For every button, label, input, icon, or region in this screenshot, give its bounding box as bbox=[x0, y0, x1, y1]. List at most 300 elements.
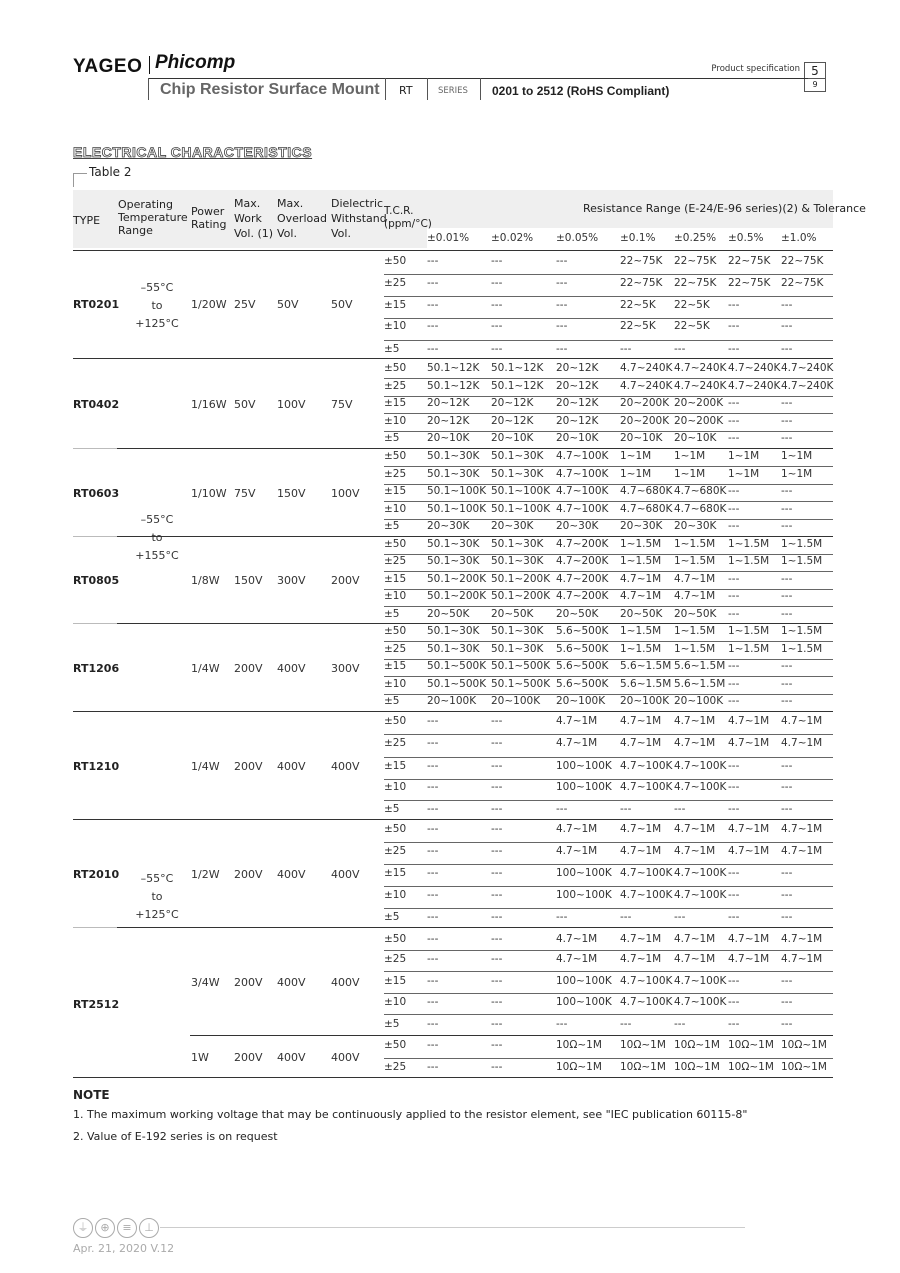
col-temp-line2: Temperature bbox=[118, 211, 188, 224]
resistance-range: 20~30K bbox=[427, 520, 470, 532]
header-divider-2 bbox=[385, 78, 386, 100]
resistance-range: 20~12K bbox=[556, 362, 599, 374]
resistance-range: 4.7~240K bbox=[728, 380, 781, 392]
resistance-range: 20~50K bbox=[674, 608, 717, 620]
resistance-range: --- bbox=[781, 432, 793, 444]
resistance-range: --- bbox=[728, 590, 740, 602]
table-bottom-rule bbox=[73, 1077, 833, 1078]
power-rating: 1/8W bbox=[191, 574, 220, 587]
row-rule bbox=[384, 779, 833, 780]
col-work bbox=[234, 196, 273, 241]
resistance-range: 1~1.5M bbox=[674, 625, 716, 637]
table-top-rule bbox=[73, 250, 833, 251]
resistance-range: 4.7~1M bbox=[556, 737, 598, 749]
tcr-value: ±10 bbox=[384, 678, 407, 690]
footer-date: Apr. 21, 2020 V.12 bbox=[73, 1242, 175, 1255]
resistance-range: 4.7~100K bbox=[674, 889, 727, 901]
resistance-range: 4.7~240K bbox=[674, 362, 727, 374]
tcr-value: ±50 bbox=[384, 255, 407, 267]
resistance-range: --- bbox=[491, 953, 503, 965]
col-power bbox=[191, 205, 226, 231]
resistance-range: 4.7~240K bbox=[781, 362, 834, 374]
resistance-range: 4.7~1M bbox=[674, 737, 716, 749]
resistance-range: 22~75K bbox=[620, 255, 663, 267]
resistance-range: 1~1M bbox=[620, 450, 652, 462]
col-power-line2: Rating bbox=[191, 218, 227, 231]
temp-range-large bbox=[127, 870, 187, 924]
resistance-range: 22~75K bbox=[674, 255, 717, 267]
resistance-range: --- bbox=[781, 573, 793, 585]
temp-range-line: –55°C bbox=[140, 872, 174, 885]
resistance-range: --- bbox=[781, 889, 793, 901]
resistance-range: 4.7~1M bbox=[674, 953, 716, 965]
temp-range-mid bbox=[127, 511, 187, 565]
dielectric-voltage: 400V bbox=[331, 760, 360, 773]
resistance-range: --- bbox=[781, 781, 793, 793]
resistance-range: 1~1.5M bbox=[781, 643, 823, 655]
row-rule bbox=[384, 274, 833, 275]
resistance-range: 1~1M bbox=[728, 450, 760, 462]
tcr-value: ±10 bbox=[384, 781, 407, 793]
resistance-range: 4.7~1M bbox=[781, 715, 823, 727]
resistance-range: 4.7~240K bbox=[674, 380, 727, 392]
resistance-range: --- bbox=[427, 1039, 439, 1051]
header-divider-4 bbox=[480, 78, 481, 100]
resistance-range: --- bbox=[781, 397, 793, 409]
resistance-range: --- bbox=[674, 1018, 686, 1030]
resistance-range: --- bbox=[781, 760, 793, 772]
resistance-range: 4.7~1M bbox=[781, 933, 823, 945]
resistance-range: --- bbox=[556, 911, 568, 923]
series-label: SERIES bbox=[438, 86, 468, 96]
resistance-range: 10Ω~1M bbox=[620, 1039, 666, 1051]
resistance-range: 20~10K bbox=[556, 432, 599, 444]
resistance-range: --- bbox=[781, 590, 793, 602]
resistance-range: --- bbox=[728, 781, 740, 793]
table-label: Table 2 bbox=[89, 165, 132, 179]
resistance-range: --- bbox=[620, 1018, 632, 1030]
resistance-range: 4.7~240K bbox=[781, 380, 834, 392]
tcr-value: ±5 bbox=[384, 1018, 400, 1030]
resistance-range: --- bbox=[556, 803, 568, 815]
yageo-logo: YAGEO bbox=[73, 56, 143, 77]
resistance-range: --- bbox=[781, 911, 793, 923]
series-code: RT bbox=[399, 84, 413, 97]
tcr-value: ±10 bbox=[384, 415, 407, 427]
col-dielectric-line2: Withstand bbox=[331, 212, 387, 225]
resistance-range: --- bbox=[491, 845, 503, 857]
overload-voltage: 300V bbox=[277, 574, 306, 587]
temp-range-line: –55°C bbox=[140, 513, 174, 526]
resistance-range: --- bbox=[620, 343, 632, 355]
resistance-range: 20~10K bbox=[491, 432, 534, 444]
type-rule bbox=[73, 927, 117, 928]
type-rule bbox=[73, 623, 117, 624]
resistance-range: 4.7~100K bbox=[674, 760, 727, 772]
col-tcr-line1: T.C.R. bbox=[384, 205, 414, 217]
resistance-range: 50.1~200K bbox=[491, 573, 551, 585]
resistance-range: 4.7~1M bbox=[781, 953, 823, 965]
resistance-range: 4.7~100K bbox=[556, 468, 609, 480]
work-voltage: 75V bbox=[234, 487, 256, 500]
group-rule bbox=[73, 358, 833, 359]
resistance-range: 1~1.5M bbox=[620, 643, 662, 655]
inductor-icon: ⊕ bbox=[95, 1218, 115, 1238]
resistance-range: --- bbox=[781, 678, 793, 690]
resistance-range: 20~200K bbox=[620, 415, 670, 427]
row-rule bbox=[384, 908, 833, 909]
resistance-range: 50.1~30K bbox=[491, 538, 544, 550]
resistance-range: 50.1~30K bbox=[427, 538, 480, 550]
resistance-range: 4.7~1M bbox=[556, 845, 598, 857]
type-label: RT2010 bbox=[73, 868, 120, 881]
resistance-range: 20~12K bbox=[427, 397, 470, 409]
tcr-value: ±25 bbox=[384, 643, 407, 655]
temp-range-line: to bbox=[151, 890, 163, 903]
resistance-range: 50.1~200K bbox=[491, 590, 551, 602]
resistance-range: --- bbox=[427, 299, 439, 311]
row-rule bbox=[384, 757, 833, 758]
resistance-range: 20~100K bbox=[427, 695, 477, 707]
row-rule bbox=[384, 993, 833, 994]
resistance-range: --- bbox=[491, 343, 503, 355]
resistance-range: --- bbox=[491, 299, 503, 311]
resistance-range: 22~5K bbox=[620, 320, 656, 332]
resistance-range: 22~75K bbox=[781, 255, 824, 267]
resistance-range: 50.1~30K bbox=[427, 468, 480, 480]
resistance-range: --- bbox=[427, 255, 439, 267]
resistance-range: 50.1~30K bbox=[427, 625, 480, 637]
resistance-range: 4.7~1M bbox=[620, 590, 662, 602]
row-rule bbox=[384, 734, 833, 735]
resistance-range: 50.1~500K bbox=[491, 660, 551, 672]
resistance-range: 50.1~100K bbox=[427, 503, 487, 515]
resistance-range: 20~200K bbox=[620, 397, 670, 409]
resistance-range: 4.7~1M bbox=[728, 737, 770, 749]
col-type: TYPE bbox=[73, 214, 101, 227]
resistance-range: --- bbox=[781, 299, 793, 311]
table-label-rule-v bbox=[73, 173, 74, 187]
resistance-range: 10Ω~1M bbox=[674, 1061, 720, 1073]
page-total: 9 bbox=[812, 80, 818, 89]
resistance-range: 20~50K bbox=[556, 608, 599, 620]
resistance-range: 22~75K bbox=[620, 277, 663, 289]
col-work-line3: Vol. (1) bbox=[234, 227, 274, 240]
resistance-range: 50.1~30K bbox=[491, 450, 544, 462]
resistance-range: --- bbox=[491, 933, 503, 945]
resistance-range: --- bbox=[427, 975, 439, 987]
resistance-range: 50.1~500K bbox=[427, 660, 487, 672]
resistance-range: --- bbox=[491, 320, 503, 332]
resistance-range: --- bbox=[556, 1018, 568, 1030]
tol-col-2: ±0.05% bbox=[556, 232, 599, 244]
resistance-range: 4.7~1M bbox=[728, 953, 770, 965]
note-2: 2. Value of E-192 series is on request bbox=[73, 1130, 278, 1143]
col-work-line1: Max. bbox=[234, 197, 261, 210]
resistance-range: 4.7~100K bbox=[556, 503, 609, 515]
resistance-range: 4.7~1M bbox=[620, 823, 662, 835]
resistance-range: --- bbox=[427, 715, 439, 727]
tcr-value: ±15 bbox=[384, 975, 407, 987]
dielectric-voltage: 400V bbox=[331, 1051, 360, 1064]
resistance-range: 4.7~1M bbox=[781, 823, 823, 835]
resistance-range: --- bbox=[781, 485, 793, 497]
resistance-range: 1~1M bbox=[620, 468, 652, 480]
resistance-range: 50.1~500K bbox=[427, 678, 487, 690]
resistance-range: 20~100K bbox=[674, 695, 724, 707]
resistance-range: --- bbox=[781, 695, 793, 707]
resistance-range: 100~100K bbox=[556, 996, 612, 1008]
resistance-range: --- bbox=[728, 996, 740, 1008]
resistance-range: 20~12K bbox=[427, 415, 470, 427]
resistance-range: --- bbox=[491, 277, 503, 289]
resistance-range: --- bbox=[728, 432, 740, 444]
temp-range-line: to bbox=[151, 531, 163, 544]
col-dielectric-line1: Dielectric bbox=[331, 197, 384, 210]
type-label: RT2512 bbox=[73, 998, 120, 1011]
resistance-range: 22~75K bbox=[728, 255, 771, 267]
resistance-range: 100~100K bbox=[556, 889, 612, 901]
resistance-range: 4.7~100K bbox=[674, 996, 727, 1008]
resistance-range: 4.7~240K bbox=[728, 362, 781, 374]
series-range: 0201 to 2512 (RoHS Compliant) bbox=[492, 84, 670, 98]
tcr-value: ±5 bbox=[384, 911, 400, 923]
col-temp-line3: Range bbox=[118, 224, 153, 237]
work-voltage: 150V bbox=[234, 574, 263, 587]
resistance-range: 50.1~12K bbox=[427, 362, 480, 374]
resistance-range: --- bbox=[781, 520, 793, 532]
resistance-range: 20~30K bbox=[620, 520, 663, 532]
resistance-range: 20~100K bbox=[620, 695, 670, 707]
row-rule bbox=[384, 864, 833, 865]
resistance-range: --- bbox=[491, 760, 503, 772]
resistance-range: 1~1.5M bbox=[781, 538, 823, 550]
overload-voltage: 400V bbox=[277, 1051, 306, 1064]
tcr-value: ±25 bbox=[384, 555, 407, 567]
resistance-range: 5.6~1.5M bbox=[620, 660, 672, 672]
resistance-range: --- bbox=[427, 823, 439, 835]
overload-voltage: 150V bbox=[277, 487, 306, 500]
resistance-range: 4.7~200K bbox=[556, 573, 609, 585]
resistance-range: 4.7~100K bbox=[620, 760, 673, 772]
resistance-range: --- bbox=[728, 975, 740, 987]
resistance-range: 20~12K bbox=[556, 397, 599, 409]
resistance-range: --- bbox=[728, 660, 740, 672]
dielectric-voltage: 100V bbox=[331, 487, 360, 500]
row-rule bbox=[384, 1058, 833, 1059]
resistance-range: 50.1~30K bbox=[491, 555, 544, 567]
tcr-value: ±25 bbox=[384, 380, 407, 392]
tcr-value: ±15 bbox=[384, 867, 407, 879]
tcr-value: ±5 bbox=[384, 343, 400, 355]
resistance-range: 20~100K bbox=[491, 695, 541, 707]
tcr-value: ±10 bbox=[384, 503, 407, 515]
resistance-range: 4.7~1M bbox=[674, 823, 716, 835]
resistance-range: 1~1M bbox=[781, 468, 813, 480]
header-rule bbox=[148, 78, 808, 79]
resistance-range: --- bbox=[728, 503, 740, 515]
resistance-range: 1~1.5M bbox=[728, 625, 770, 637]
group-rule bbox=[73, 711, 833, 712]
row-rule bbox=[384, 378, 833, 379]
row-rule bbox=[384, 340, 833, 341]
resistance-range: --- bbox=[728, 299, 740, 311]
phicomp-logo: Phicomp bbox=[155, 52, 236, 73]
resistor-icon: ≡ bbox=[117, 1218, 137, 1238]
section-title: ELECTRICAL CHARACTERISTICS bbox=[73, 144, 313, 160]
resistance-range: 1~1M bbox=[674, 450, 706, 462]
resistance-range: --- bbox=[491, 911, 503, 923]
resistance-range: 1~1M bbox=[674, 468, 706, 480]
col-overload-line2: Overload bbox=[277, 212, 327, 225]
tcr-value: ±15 bbox=[384, 299, 407, 311]
resistance-range: 20~200K bbox=[674, 397, 724, 409]
dielectric-voltage: 400V bbox=[331, 976, 360, 989]
resistance-range: --- bbox=[427, 781, 439, 793]
resistance-range: --- bbox=[674, 343, 686, 355]
type-rule bbox=[73, 536, 117, 537]
resistance-range: 4.7~1M bbox=[620, 573, 662, 585]
resistance-range: 50.1~30K bbox=[427, 555, 480, 567]
resistance-range: --- bbox=[427, 953, 439, 965]
tcr-value: ±5 bbox=[384, 803, 400, 815]
resistance-range: 1~1.5M bbox=[728, 643, 770, 655]
resistance-range: 4.7~1M bbox=[674, 573, 716, 585]
resistance-range: 5.6~500K bbox=[556, 678, 609, 690]
col-overload bbox=[277, 196, 327, 241]
resistance-range: 20~12K bbox=[556, 415, 599, 427]
tcr-value: ±50 bbox=[384, 823, 407, 835]
table-label-rule bbox=[73, 173, 87, 174]
resistance-range: 20~12K bbox=[491, 397, 534, 409]
row-rule bbox=[384, 676, 833, 677]
resistance-range: --- bbox=[556, 320, 568, 332]
resistance-range: 4.7~680K bbox=[674, 503, 727, 515]
resistance-range: 4.7~1M bbox=[620, 845, 662, 857]
tcr-value: ±10 bbox=[384, 889, 407, 901]
resistance-range: --- bbox=[728, 803, 740, 815]
resistance-range: 20~10K bbox=[620, 432, 663, 444]
resistance-range: --- bbox=[781, 503, 793, 515]
resistance-range: 50.1~30K bbox=[491, 468, 544, 480]
tcr-value: ±50 bbox=[384, 538, 407, 550]
col-temp bbox=[118, 198, 188, 237]
tcr-value: ±50 bbox=[384, 933, 407, 945]
resistance-range: 5.6~1.5M bbox=[620, 678, 672, 690]
work-voltage: 200V bbox=[234, 868, 263, 881]
resistance-range: --- bbox=[427, 1018, 439, 1030]
work-voltage: 200V bbox=[234, 760, 263, 773]
tcr-value: ±25 bbox=[384, 845, 407, 857]
resistance-range: --- bbox=[556, 255, 568, 267]
resistance-range: --- bbox=[556, 299, 568, 311]
work-voltage: 25V bbox=[234, 298, 256, 311]
resistance-range: 4.7~680K bbox=[620, 503, 673, 515]
tol-col-5: ±0.5% bbox=[728, 232, 764, 244]
resistance-range: 4.7~200K bbox=[556, 555, 609, 567]
page-number: 5 bbox=[805, 63, 825, 79]
header-divider-1 bbox=[148, 78, 149, 100]
temp-range-line: +125°C bbox=[135, 317, 179, 330]
resistance-range: 4.7~1M bbox=[556, 933, 598, 945]
resistance-range: 50.1~100K bbox=[491, 503, 551, 515]
col-temp-line1: Operating bbox=[118, 198, 173, 211]
resistance-range: 4.7~1M bbox=[556, 715, 598, 727]
page-indicator bbox=[804, 62, 826, 92]
resistance-range: 5.6~1.5M bbox=[674, 660, 726, 672]
tcr-value: ±5 bbox=[384, 695, 400, 707]
resistance-range: --- bbox=[781, 320, 793, 332]
resistance-range: --- bbox=[491, 1039, 503, 1051]
power-rating: 1W bbox=[191, 1051, 209, 1064]
resistance-range: 22~5K bbox=[674, 320, 710, 332]
resistance-range: 20~10K bbox=[427, 432, 470, 444]
power-rating: 1/2W bbox=[191, 868, 220, 881]
resistance-range: 4.7~100K bbox=[556, 485, 609, 497]
overload-voltage: 400V bbox=[277, 662, 306, 675]
resistance-range: --- bbox=[728, 760, 740, 772]
notes-title: NOTE bbox=[73, 1088, 110, 1102]
resistance-range: --- bbox=[781, 975, 793, 987]
row-rule bbox=[384, 971, 833, 972]
resistance-range: --- bbox=[427, 803, 439, 815]
type-label: RT0201 bbox=[73, 298, 120, 311]
row-rule bbox=[384, 950, 833, 951]
resistance-range: --- bbox=[728, 343, 740, 355]
resistance-range: --- bbox=[427, 343, 439, 355]
resistance-range: 22~75K bbox=[674, 277, 717, 289]
tcr-value: ±10 bbox=[384, 320, 407, 332]
resistance-range: --- bbox=[427, 760, 439, 772]
row-rule bbox=[384, 886, 833, 887]
resistance-range: --- bbox=[427, 911, 439, 923]
tcr-value: ±15 bbox=[384, 397, 407, 409]
resistance-range: 4.7~1M bbox=[674, 933, 716, 945]
resistance-range: --- bbox=[491, 823, 503, 835]
resistance-range: 5.6~500K bbox=[556, 660, 609, 672]
resistance-range: 20~30K bbox=[674, 520, 717, 532]
resistance-range: --- bbox=[728, 608, 740, 620]
type-label: RT0402 bbox=[73, 398, 120, 411]
resistance-range: --- bbox=[781, 415, 793, 427]
row-rule bbox=[384, 466, 833, 467]
resistance-range: --- bbox=[781, 803, 793, 815]
resistance-range: --- bbox=[728, 889, 740, 901]
resistance-range: 4.7~1M bbox=[728, 933, 770, 945]
resistance-range: --- bbox=[491, 715, 503, 727]
resistance-range: 50.1~12K bbox=[491, 380, 544, 392]
resistance-range: 50.1~30K bbox=[491, 643, 544, 655]
resistance-range: 4.7~100K bbox=[674, 975, 727, 987]
overload-voltage: 400V bbox=[277, 976, 306, 989]
resistance-range: --- bbox=[728, 911, 740, 923]
emi-icon: ⊥ bbox=[139, 1218, 159, 1238]
resistance-range: 50.1~30K bbox=[491, 625, 544, 637]
group-rule bbox=[117, 536, 833, 537]
tcr-value: ±25 bbox=[384, 277, 407, 289]
resistance-range: 4.7~100K bbox=[620, 996, 673, 1008]
group-rule bbox=[117, 448, 833, 449]
resistance-range: 4.7~100K bbox=[556, 450, 609, 462]
resistance-range: --- bbox=[556, 277, 568, 289]
overload-voltage: 100V bbox=[277, 398, 306, 411]
row-rule bbox=[384, 413, 833, 414]
resistance-range: 4.7~680K bbox=[620, 485, 673, 497]
resistance-range: 1~1.5M bbox=[781, 555, 823, 567]
tcr-value: ±10 bbox=[384, 996, 407, 1008]
resistance-range: 4.7~100K bbox=[674, 867, 727, 879]
resistance-range: 50.1~30K bbox=[427, 450, 480, 462]
